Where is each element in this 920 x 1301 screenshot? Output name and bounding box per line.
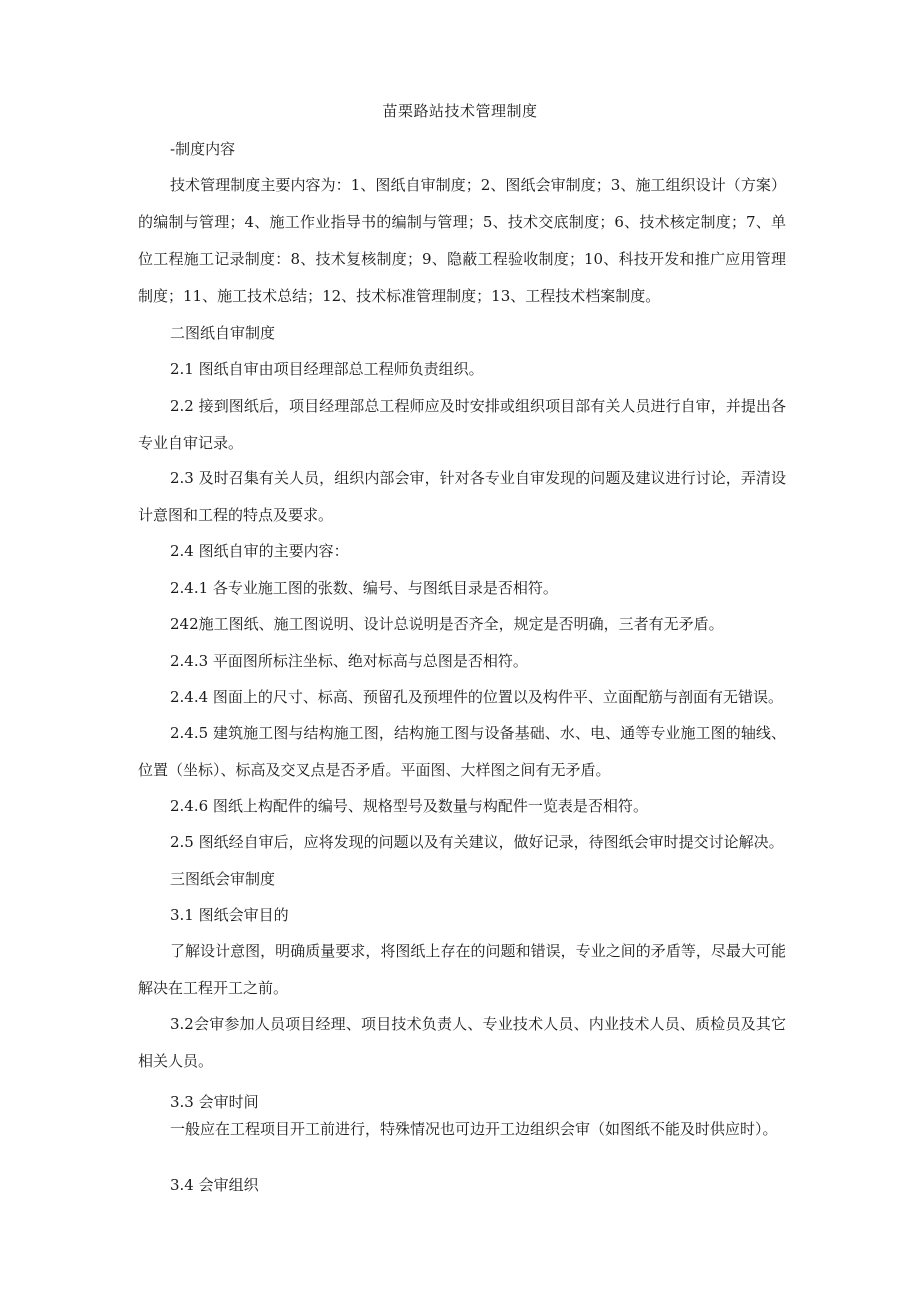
paragraph: 2.5 图纸经自审后，应将发现的问题以及有关建议，做好记录，待图纸会审时提交讨论解决。 (170, 833, 784, 851)
section-heading: 二图纸自审制度 (170, 324, 276, 342)
paragraph: 3.4 会审组织 (170, 1176, 259, 1194)
paragraph: 2.2 接到图纸后，项目经理部总工程师应及时安排或组织项目部有关人员进行自审，并提出各专业自审记录。 (138, 397, 786, 452)
document-title: 苗栗路站技术管理制度 (382, 102, 538, 120)
paragraph: 2.4 图纸自审的主要内容： (170, 542, 349, 560)
paragraph: 3.1 图纸会审目的 (170, 906, 289, 924)
paragraph: 2.4.6 图纸上构配件的编号、规格型号及数量与构配件一览表是否相符。 (170, 797, 648, 815)
paragraph: 2.3 及时召集有关人员，组织内部会审，针对各专业自审发现的问题及建议进行讨论，弄清设计意图和工程的特点及要求。 (138, 469, 786, 524)
section-heading: 三图纸会审制度 (170, 870, 276, 888)
paragraph: 2.4.3 平面图所标注坐标、绝对标高与总图是否相符。 (170, 652, 528, 670)
paragraph: 2.1 图纸自审由项目经理部总工程师负责组织。 (170, 360, 484, 378)
paragraph: 2.4.5 建筑施工图与结构施工图，结构施工图与设备基础、水、电、通等专业施工图的轴线、位置（坐标）、标高及交叉点是否矛盾。平面图、大样图之间有无矛盾。 (138, 724, 786, 779)
paragraph: 2.4.1 各专业施工图的张数、编号、与图纸目录是否相符。 (170, 579, 558, 597)
section-heading: -制度内容 (170, 140, 236, 158)
paragraph: 3.2会审参加人员项目经理、项目技术负责人、专业技术人员、内业技术人员、质检员及其它相关人员。 (138, 1015, 786, 1070)
paragraph: 242施工图纸、施工图说明、设计总说明是否齐全，规定是否明确，三者有无矛盾。 (170, 615, 724, 633)
paragraph: 技术管理制度主要内容为：1、图纸自审制度；2、图纸会审制度；3、施工组织设计（方案）的编制与管理；4、施工作业指导书的编制与管理；5、技术交底制度；6、技术核定制度；7、单位工程施工记录制度：8、技术复核制度；9、隐蔽工程验收制度；10、科技开发和推广应用管理制度；11、施工技术总结；12、技术标准管理制度；13、工程技术档案制度。 (138, 176, 786, 305)
paragraph: 2.4.4 图面上的尺寸、标高、预留孔及预埋件的位置以及构件平、立面配筋与剖面有无错误。 (170, 688, 783, 706)
paragraph: 一般应在工程项目开工前进行，特殊情况也可边开工边组织会审（如图纸不能及时供应时）。 (170, 1120, 778, 1138)
paragraph: 3.3 会审时间 (170, 1093, 259, 1111)
paragraph: 了解设计意图，明确质量要求，将图纸上存在的问题和错误，专业之间的矛盾等，尽最大可能解决在工程开工之前。 (138, 942, 786, 997)
